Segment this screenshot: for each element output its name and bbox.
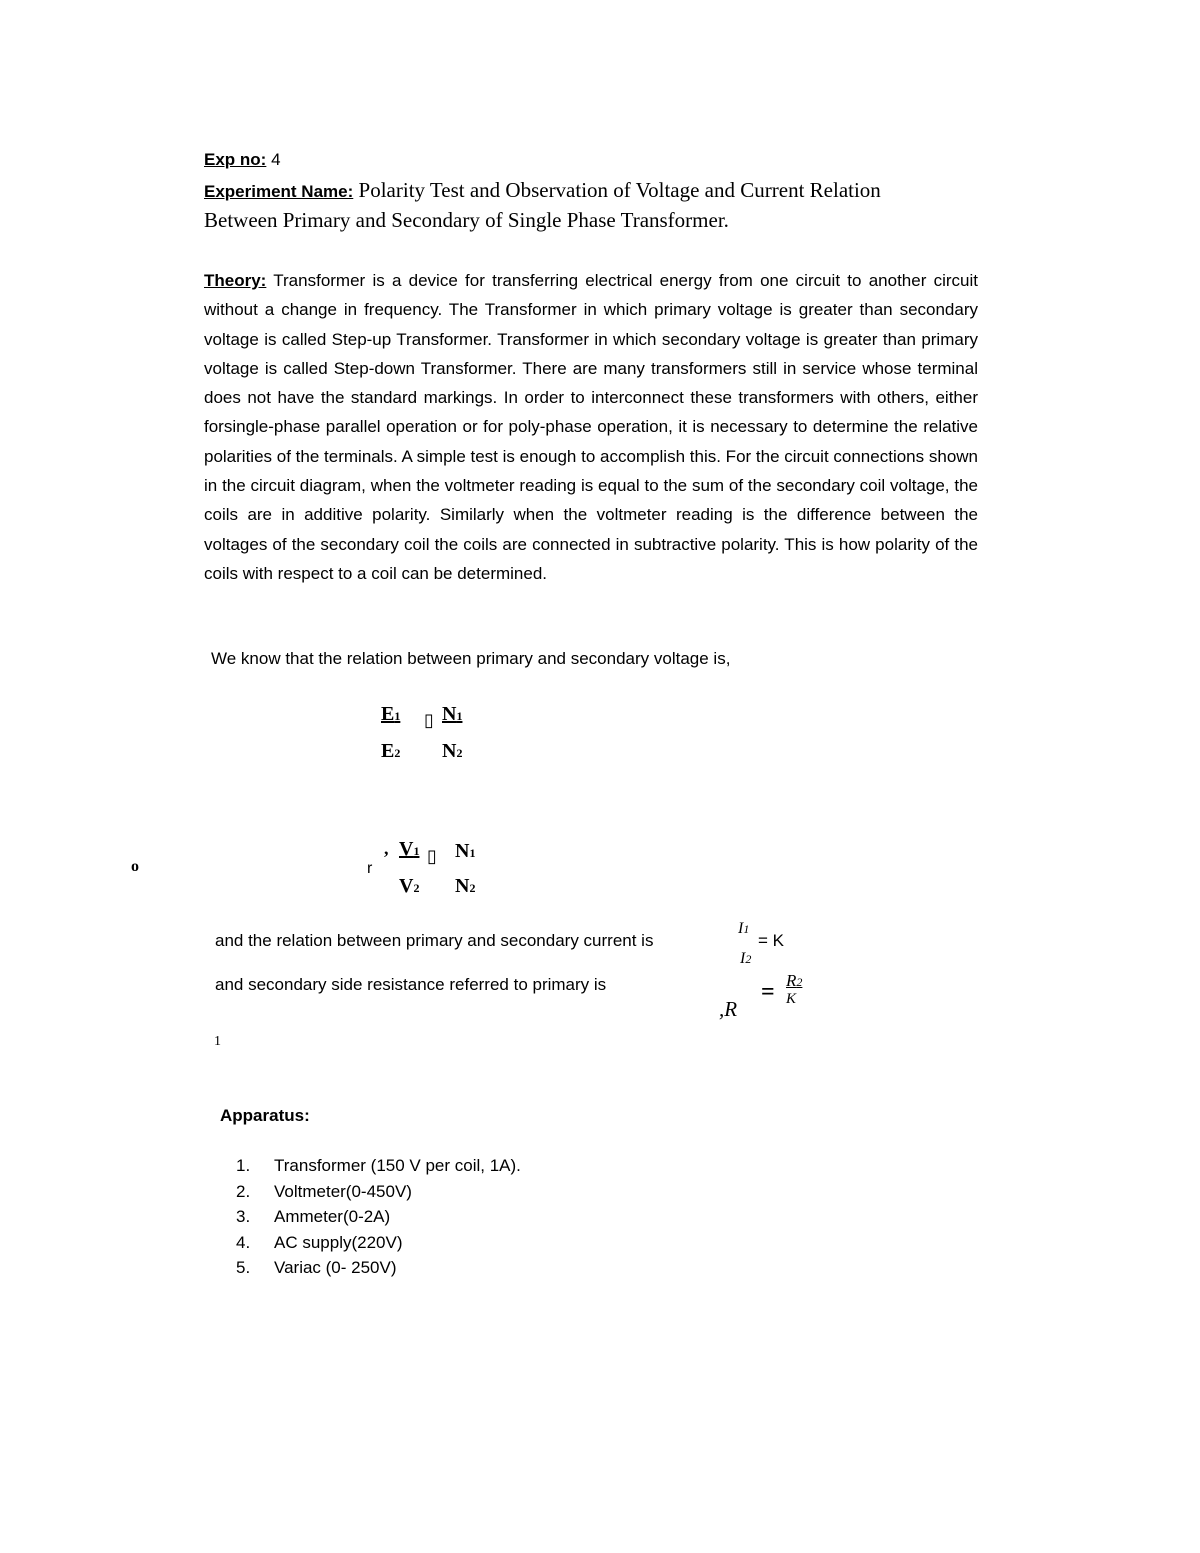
eq1-den-right: N2 [442, 740, 463, 762]
exp-name-label: Experiment Name: [204, 182, 354, 201]
theory-paragraph [204, 266, 978, 588]
eq1-relation-glyph: ▯ [424, 710, 434, 731]
exp-no-label: Exp no: [204, 150, 267, 169]
eq2-num-left: V1 [399, 838, 420, 860]
current-relation-text: and the relation between primary and secondary current is [215, 931, 654, 950]
exp-no-value: 4 [266, 150, 281, 169]
resistance-num: R2 [786, 971, 803, 990]
eq2-prefix-r: r [367, 860, 373, 877]
experiment-number [204, 150, 281, 170]
eq2-relation-glyph: ▯ [427, 846, 437, 867]
eq2-prefix-comma: , [384, 838, 389, 858]
resistance-relation-text: and secondary side resistance referred to primary is [215, 975, 607, 994]
apparatus-heading: Apparatus: [220, 1106, 310, 1125]
eq2-num-right: N1 [455, 840, 476, 862]
theory-body: Transformer is a device for transferring electrical energy from one circuit to another circuit without a change in frequency. The Transformer in which primary voltage is greater than secondary voltage is called Step-up Transformer. Transformer in which secondary voltage is greater than primary voltage is called Step-down Transformer. There are many transformers still in service whose terminal does not have the standard markings. In order to interconnect these transformers with others, either forsingle-phase parallel operation or for poly-phase operation, it is necessary to determine the relative polarities of the terminals. A simple test is enough to accomplish this. For the circuit connections shown in the circuit diagram, when the voltmeter reading is equal to the sum of the secondary coil voltage, the coils are in additive polarity. Similarly when the voltmeter reading is the difference between the voltages of the secondary coil the coils are connected in subtractive polarity. This is how polarity of the coils with respect to a coil can be determined. [204, 271, 978, 583]
exp-name-line1: Polarity Test and Observation of Voltage and Current Relation [353, 178, 881, 202]
experiment-name [204, 178, 881, 203]
apparatus-item: 5. Variac (0- 250V) [236, 1258, 397, 1277]
apparatus-list [236, 1153, 521, 1281]
resistance-den: K [786, 991, 797, 1007]
resistance-stray-sub: 1 [214, 1034, 221, 1049]
apparatus-item: 4. AC supply(220V) [236, 1232, 403, 1252]
current-rhs: = K [758, 931, 784, 950]
current-den: I2 [740, 950, 752, 967]
exp-name-line2: Between Primary and Secondary of Single Phase Transformer. [204, 208, 729, 232]
eq2-side-mark: o [131, 858, 139, 875]
apparatus-item: 1. Transformer (150 V per coil, 1A). [236, 1156, 521, 1175]
current-num: I1 [738, 920, 750, 937]
relation-intro: We know that the relation between primary and secondary voltage is, [211, 649, 731, 668]
eq2-den-left: V2 [399, 875, 420, 897]
eq1-den-left: E2 [381, 740, 401, 762]
apparatus-item: 2. Voltmeter(0-450V) [236, 1181, 412, 1201]
resistance-lhs: ,R [719, 997, 738, 1021]
eq1-num-left: E1 [381, 703, 401, 725]
theory-label: Theory: [204, 271, 267, 290]
apparatus-item: 3. Ammeter(0-2A) [236, 1207, 391, 1226]
eq1-num-right: N1 [442, 703, 463, 725]
resistance-equals: = [761, 979, 775, 1005]
eq2-den-right: N2 [455, 875, 476, 897]
